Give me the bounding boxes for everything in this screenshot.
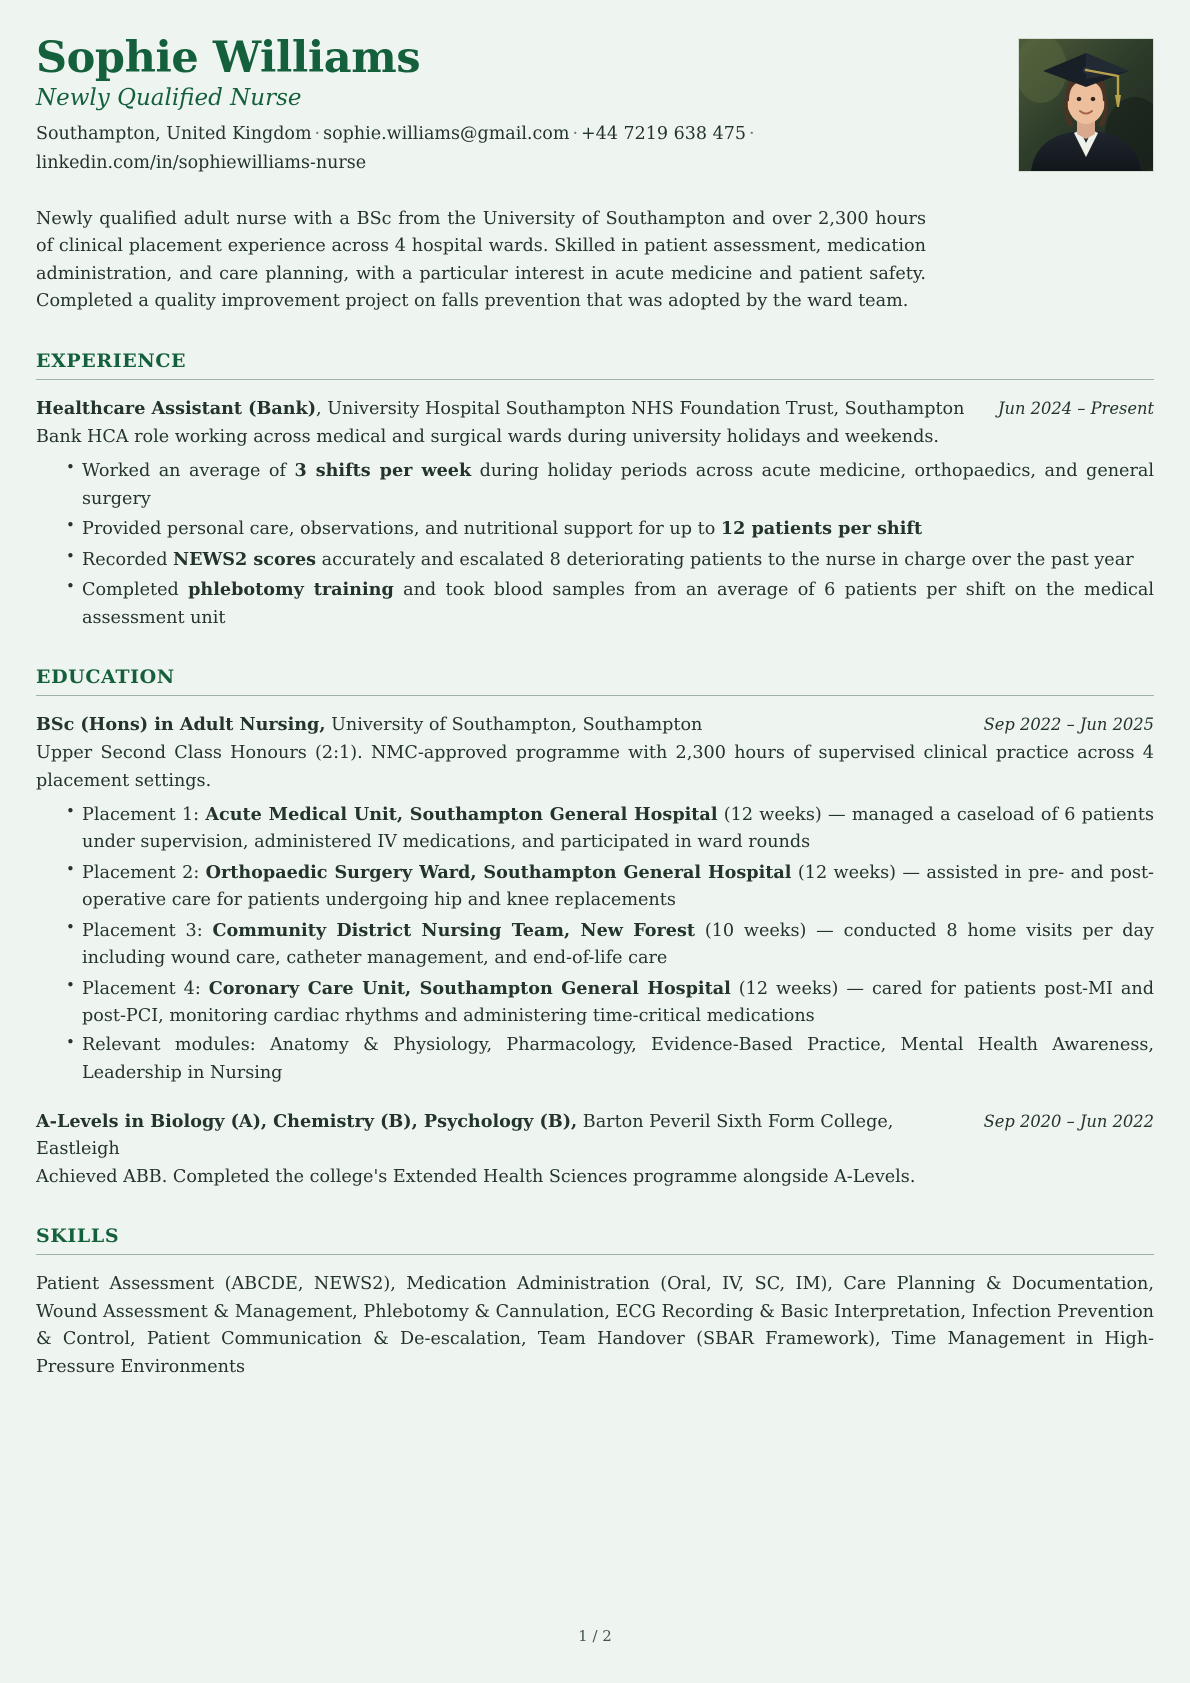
list-item: • Placement 4: Coronary Care Unit, Southampton General Hospital (12 weeks) — cared for patients post-MI and post-PCI, monitoring cardiac rhythms and administering time-critical medications: [66, 975, 1154, 1031]
entry-title: [36, 712, 968, 738]
entry-bullet-list: [36, 457, 1154, 632]
resume-header: [36, 34, 1154, 184]
section-skills: [36, 1225, 1154, 1381]
contact-separator-icon: ·: [572, 124, 579, 145]
professional-headline: Newly Qualified Nurse: [36, 84, 302, 111]
contact-phone[interactable]: +44 7219 638 475: [581, 124, 746, 145]
entry-date: Jun 2024 – Present: [998, 398, 1154, 418]
section-education: [36, 666, 1154, 1191]
page-number: 1 / 2: [578, 1627, 612, 1645]
list-item: • Placement 2: Orthopaedic Surgery Ward, Southampton General Hospital (12 weeks) — assisted in pre- and post-operative care for patients undergoing hip and knee replacements: [66, 859, 1154, 915]
portrait-illustration: [1019, 39, 1153, 171]
professional-summary: Newly qualified adult nurse with a BSc from the University of Southampton and over 2,300 hours of clinical placement experience across 4 hospital wards. Skilled in patient assessment, medication administration, and care planning, with a particular interest in acute medicine and patient safety. Completed a quality improvement project on falls prevention that was adopted by the ward team.: [36, 209, 926, 312]
entry-bullet-list: [36, 801, 1154, 1087]
contact-email[interactable]: sophie.williams@gmail.com: [323, 124, 570, 145]
job-role-comma: ,: [316, 398, 328, 419]
experience-entry: [36, 396, 1154, 632]
degree-institution: University of Southampton, Southampton: [331, 715, 703, 736]
degree-institution: Barton Peveril Sixth Form College, Eastleigh: [36, 1112, 894, 1159]
section-divider: [36, 379, 1154, 380]
entry-description: Upper Second Class Honours (2:1). NMC-approved programme with 2,300 hours of supervised clinical practice across 4 placement settings.: [36, 743, 1154, 791]
entry-header: [36, 712, 1154, 738]
education-entry: [36, 1109, 1154, 1191]
degree-name: A-Levels in Biology (A), Chemistry (B), Psychology (B),: [36, 1111, 578, 1133]
header-text-block: [36, 34, 936, 177]
section-experience: [36, 350, 1154, 632]
entry-header: [36, 396, 1154, 422]
education-entry: [36, 712, 1154, 1087]
section-divider: [36, 1254, 1154, 1255]
section-divider: [36, 695, 1154, 696]
entry-title: [36, 1109, 968, 1162]
entry-description: Achieved ABB. Completed the college's Extended Health Sciences programme alongside A-Levels.: [36, 1167, 916, 1188]
entry-description: Bank HCA role working across medical and surgical wards during university holidays and weekends.: [36, 427, 940, 448]
page-footer: [0, 1627, 1190, 1645]
page-title: Sophie Williams: [36, 33, 421, 83]
section-heading-education: EDUCATION: [36, 666, 175, 689]
contact-location: Southampton, United Kingdom: [36, 124, 312, 145]
contact-separator-icon: ·: [314, 124, 321, 145]
section-heading-experience: EXPERIENCE: [36, 349, 187, 372]
list-item: • Worked an average of 3 shifts per week during holiday periods across acute medicine, orthopaedics, and general surgery: [66, 457, 1154, 513]
list-item: • Completed phlebotomy training and took blood samples from an average of 6 patients per shift on the medical assessment unit: [66, 576, 1154, 632]
contact-separator-icon: ·: [748, 124, 755, 145]
entry-date: Sep 2020 – Jun 2022: [983, 1112, 1154, 1132]
skills-list: Patient Assessment (ABCDE, NEWS2), Medication Administration (Oral, IV, SC, IM), Care Planning & Documentation, Wound Assessment & Management, Phlebotomy & Cannulation, ECG Recording & Basic Interpretation, Infection Prevention & Control, Patient Communication & De-escalation, Team Handover (SBAR Framework), Time Management in High-Pressure Environments: [36, 1274, 1154, 1377]
contact-linkedin[interactable]: linkedin.com/in/sophiewilliams-nurse: [36, 152, 367, 173]
entry-title: [36, 396, 982, 422]
avatar: [1018, 38, 1154, 172]
job-role: Healthcare Assistant (Bank): [36, 397, 317, 419]
entry-header: [36, 1109, 1154, 1162]
contact-line: [36, 120, 796, 177]
list-item: • Recorded NEWS2 scores accurately and escalated 8 deteriorating patients to the nurse in charge over the past year: [66, 546, 1154, 574]
list-item: • Provided personal care, observations, and nutritional support for up to 12 patients per shift: [66, 515, 1154, 543]
list-item: • Relevant modules: Anatomy & Physiology, Pharmacology, Evidence-Based Practice, Mental Health Awareness, Leadership in Nursing: [66, 1032, 1154, 1087]
list-item: • Placement 3: Community District Nursing Team, New Forest (10 weeks) — conducted 8 home visits per day including wound care, catheter management, and end-of-life care: [66, 917, 1154, 973]
section-heading-skills: SKILLS: [36, 1225, 120, 1248]
entry-date: Sep 2022 – Jun 2025: [983, 715, 1154, 735]
list-item: • Placement 1: Acute Medical Unit, Southampton General Hospital (12 weeks) — managed a caseload of 6 patients under supervision, administered IV medications, and participated in ward rounds: [66, 801, 1154, 857]
job-organization: University Hospital Southampton NHS Foundation Trust, Southampton: [327, 398, 965, 419]
degree-name: BSc (Hons) in Adult Nursing,: [36, 714, 326, 736]
